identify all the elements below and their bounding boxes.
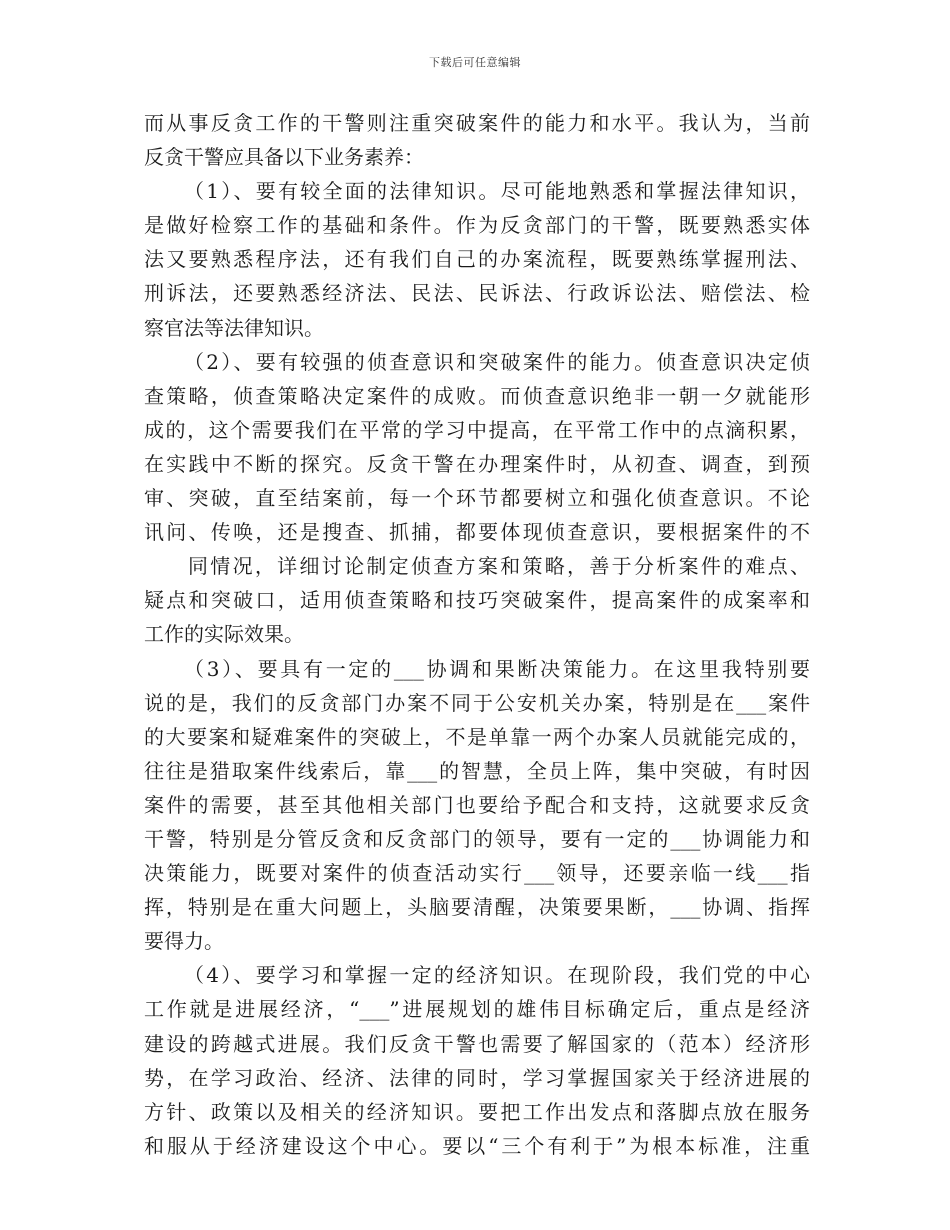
text-line: 察官法等法律知识。 <box>144 315 324 340</box>
text-line: 在实践中不断的探究。反贪干警在办理案件时，从初查、调查，到预 <box>144 451 810 476</box>
text-line: 反贪干警应具备以下业务素养： <box>144 145 424 170</box>
text-line: 要得力。 <box>144 929 224 954</box>
text-line: 决策能力，既要对案件的侦查活动实行___领导，还要亲临一线___指 <box>144 861 810 886</box>
text-line: 成的，这个需要我们在平常的学习中提高，在平常工作中的点滴积累， <box>144 417 810 442</box>
text-line: 挥，特别是在重大问题上，头脑要清醒，决策要果断，___协调、指挥 <box>144 895 810 920</box>
text-line: 疑点和突破口，适用侦查策略和技巧突破案件，提高案件的成案率和 <box>144 588 810 613</box>
text-line: 工作的实际效果。 <box>144 622 304 647</box>
text-line: 案件的需要，甚至其他相关部门也要给予配合和支持，这就要求反贪 <box>144 792 810 817</box>
paragraph-start-line: （1）、要有较全面的法律知识。尽可能地熟悉和掌握法律知识， <box>184 179 810 204</box>
text-line: 工作就是进展经济，“___”进展规划的雄伟目标确定后，重点是经济 <box>144 997 810 1022</box>
text-line: 和服从于经济建设这个中心。要以“三个有利于”为根本标准，注重 <box>144 1133 810 1158</box>
text-line: 干警，特别是分管反贪和反贪部门的领导，要有一定的___协调能力和 <box>144 826 810 851</box>
paragraph-start-line: （2）、要有较强的侦查意识和突破案件的能力。侦查意识决定侦 <box>184 349 810 374</box>
text-line: 建设的跨越式进展。我们反贪干警也需要了解国家的（范本）经济形 <box>144 1031 810 1056</box>
text-line: 审、突破，直至结案前，每一个环节都要树立和强化侦查意识。不论 <box>144 486 810 511</box>
paragraph-start-line: （3）、要具有一定的___协调和果断决策能力。在这里我特别要 <box>184 656 810 681</box>
paragraph-start-line: 同情况，详细讨论制定侦查方案和策略，善于分析案件的难点、 <box>188 554 810 579</box>
text-line: 讯问、传唤，还是搜查、抓捕，都要体现侦查意识，要根据案件的不 <box>144 520 810 545</box>
text-line: 说的是，我们的反贪部门办案不同于公安机关办案，特别是在___案件 <box>144 690 810 715</box>
page-header: 下载后可任意编辑 <box>429 56 521 69</box>
document-body <box>144 106 810 1163</box>
text-line: 查策略，侦查策略决定案件的成败。而侦查意识绝非一朝一夕就能形 <box>144 383 810 408</box>
text-line: 是做好检察工作的基础和条件。作为反贪部门的干警，既要熟悉实体 <box>144 213 810 238</box>
text-line: 刑诉法，还要熟悉经济法、民法、民诉法、行政诉讼法、赔偿法、检 <box>144 281 810 306</box>
text-line: 方针、政策以及相关的经济知识。要把工作出发点和落脚点放在服务 <box>144 1099 810 1124</box>
text-line: 而从事反贪工作的干警则注重突破案件的能力和水平。我认为，当前 <box>144 111 810 135</box>
paragraph-start-line: （4）、要学习和掌握一定的经济知识。在现阶段，我们党的中心 <box>184 963 810 988</box>
text-line: 势，在学习政治、经济、法律的同时，学习掌握国家关于经济进展的 <box>144 1065 810 1090</box>
text-line: 往往是猎取案件线索后，靠___的智慧，全员上阵，集中突破，有时因 <box>144 758 810 783</box>
text-line: 的大要案和疑难案件的突破上，不是单靠一两个办案人员就能完成的， <box>144 724 810 749</box>
text-line: 法又要熟悉程序法，还有我们自己的办案流程，既要熟练掌握刑法、 <box>144 247 810 272</box>
